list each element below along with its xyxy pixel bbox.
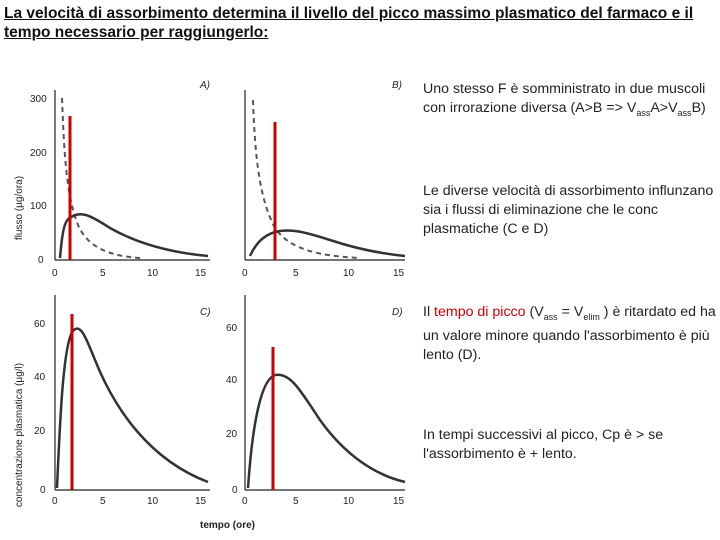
panel-d [226,295,405,507]
pharmacokinetics-figure [0,60,420,540]
ylabel-bottom: concentrazione plasmatica (µg/l) [14,362,25,508]
panel-label-a: A) [200,80,210,91]
c-y-tick-20: 20 [34,426,46,437]
x-tick-0-b: 0 [242,268,248,279]
panel-b [242,80,405,279]
d-y-tick-60: 60 [226,323,238,334]
c-y-tick-0: 0 [40,485,46,496]
x-tick-15-b: 15 [393,268,405,279]
c-x-tick-15: 15 [195,496,207,507]
dashed-curve-a [62,98,140,258]
d-y-tick-40: 40 [226,375,238,386]
conc-curve-c [57,329,208,488]
x-tick-0: 0 [52,268,58,279]
paragraph-peak-time: Il tempo di picco ($V_{ass} = V_{elim}$ ) è ritardato ed ha un valore minore quando l'assorbimento è più lento (D). [423,304,716,363]
d-x-tick-15: 15 [393,496,405,507]
paragraph-after-peak: In tempi successivi al picco, Cp è > se l'assorbimento è + lento. [423,427,664,462]
x-tick-10: 10 [147,268,159,279]
solid-curve-b [250,230,405,256]
y-tick-0: 0 [38,255,44,266]
y-tick-200: 200 [30,148,47,159]
x-tick-15: 15 [195,268,207,279]
d-x-tick-0: 0 [242,496,248,507]
y-tick-300: 300 [30,94,47,105]
y-tick-100: 100 [30,201,47,212]
solid-curve-a [60,214,208,258]
x-tick-10-b: 10 [343,268,355,279]
d-x-tick-5: 5 [293,496,299,507]
panel-label-c: C) [200,307,211,318]
d-x-tick-10: 10 [343,496,355,507]
page-title: La velocità di assorbimento determina il livello del picco massimo plasmatico del farmaco e il tempo necessario per raggiungerlo: [4,5,694,41]
c-x-tick-5: 5 [100,496,106,507]
c-y-tick-60: 60 [34,319,46,330]
d-y-tick-20: 20 [226,429,238,440]
x-tick-5: 5 [100,268,106,279]
d-y-tick-0: 0 [232,485,238,496]
panel-label-d: D) [392,307,403,318]
ylabel-top: flusso (µg/ora) [14,175,25,241]
paragraph-absorption: Uno stesso F è somministrato in due muscoli con irrorazione diversa $(A>B => V_{ass}A>V_{ass}B)$ [423,81,706,118]
x-tick-5-b: 5 [293,268,299,279]
panel-label-b: B) [392,80,402,91]
panel-c [34,295,211,507]
c-x-tick-0: 0 [52,496,58,507]
c-x-tick-10: 10 [147,496,159,507]
c-y-tick-40: 40 [34,372,46,383]
xlabel-time: tempo (ore) [200,520,255,531]
panel-a [30,80,210,279]
paragraph-flows: Le diverse velocità di assorbimento influnzano sia i flussi di eliminazione che le conc plasmatiche (C e D) [423,183,714,237]
